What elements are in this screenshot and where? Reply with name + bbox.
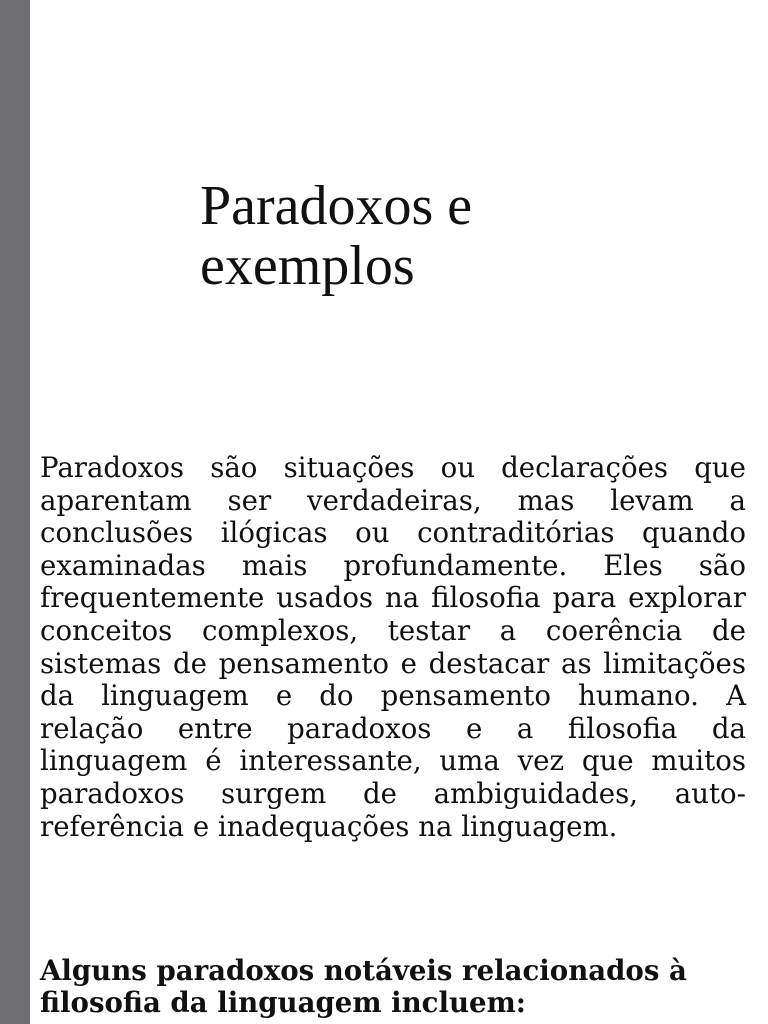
- page-title: Paradoxos e exemplos: [200, 175, 473, 297]
- document-page: [30, 0, 768, 1024]
- section-subheading: Alguns paradoxos notáveis relacionados à filosofia da linguagem incluem:: [40, 954, 687, 1019]
- body-paragraph: Paradoxos são situações ou declarações que aparentam ser verdadeiras, mas levam a conclusões ilógicas ou contraditórias quando examinadas mais profundamente. Eles são frequentemente usados na filosofia para explorar conceitos complexos, testar a coerência de sistemas de pensamento e destacar as limitações da linguagem e do pensamento humano. A relação entre paradoxos e a filosofia da linguagem é interessante, uma vez que muitos paradoxos surgem de ambiguidades, auto-referência e inadequações na linguagem.: [40, 451, 746, 843]
- left-margin-bar: [0, 0, 30, 1024]
